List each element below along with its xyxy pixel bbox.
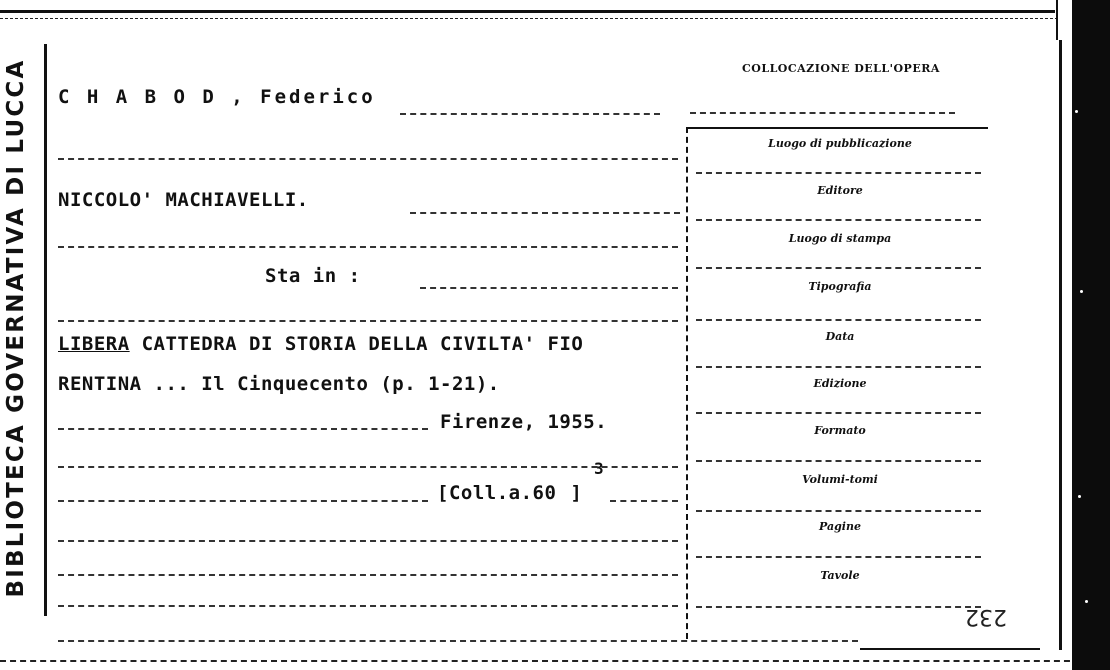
field-line [696, 366, 981, 368]
blank-line [410, 212, 680, 214]
bottom-border [0, 660, 1080, 662]
collocation-close: ] [570, 482, 583, 504]
field-label: Tipografia [808, 280, 872, 293]
field-label: Editore [817, 184, 863, 197]
scan-speck [1085, 600, 1088, 603]
field-label: Data [825, 330, 855, 343]
field-label: Luogo di stampa [788, 232, 892, 245]
top-border [0, 10, 1055, 13]
field-label: Luogo di pubblicazione [768, 137, 912, 150]
blank-line [58, 158, 678, 160]
collocation-heading: COLLOCAZIONE DELL'OPERA [742, 62, 940, 75]
author-line: C H A B O D , Federico [58, 86, 376, 108]
field-label: Tavole [820, 569, 860, 582]
blank-line [58, 428, 428, 430]
blank-line [58, 320, 678, 322]
blank-line [58, 500, 428, 502]
field-label: Volumi-tomi [802, 473, 878, 486]
field-line [696, 172, 981, 174]
contained-in-label: Sta in : [265, 265, 361, 287]
collocation-superscript: 3 [594, 459, 604, 478]
field-line [696, 319, 981, 321]
field-line [696, 412, 981, 414]
blank-line [58, 574, 678, 576]
series-line-2: RENTINA ... Il Cinquecento (p. 1-21). [58, 373, 500, 395]
top-right-corner [1056, 0, 1072, 40]
blank-line [400, 113, 660, 115]
blank-line [420, 287, 678, 289]
collocation-mark [437, 482, 582, 504]
field-line [696, 606, 981, 608]
scan-dark-edge [1072, 0, 1110, 670]
blank-line [58, 540, 678, 542]
heading-underline [690, 112, 955, 114]
library-label: BIBLIOTECA GOVERNATIVA DI LUCCA [3, 58, 29, 598]
field-line [696, 556, 981, 558]
field-line [696, 460, 981, 462]
collocation-code: [Coll.a.60 [437, 482, 557, 504]
top-dashed-border [0, 18, 1058, 19]
field-label: Pagine [819, 520, 861, 533]
field-label: Edizione [813, 377, 867, 390]
blank-line [610, 500, 678, 502]
blank-line [58, 640, 858, 642]
scan-speck [1080, 290, 1083, 293]
bottom-right-rule [860, 648, 1040, 650]
series-line-1-rest: CATTEDRA DI STORIA DELLA CIVILTA' FIO [129, 333, 584, 355]
field-line [696, 219, 981, 221]
panel-top-border [688, 127, 988, 129]
panel-left-border [686, 127, 688, 639]
field-line [696, 510, 981, 512]
left-margin-line [44, 44, 47, 616]
series-underlined-word: LIBERA [58, 333, 130, 355]
series-line-1 [58, 333, 583, 355]
field-line [696, 267, 981, 269]
blank-line [58, 466, 678, 468]
right-card-border [1059, 40, 1062, 650]
card-number: 232 [965, 604, 1007, 629]
title-line: NICCOLO' MACHIAVELLI. [58, 189, 309, 211]
scan-speck [1078, 495, 1081, 498]
field-label: Formato [814, 424, 866, 437]
scan-speck [1075, 110, 1078, 113]
place-year: Firenze, 1955. [440, 411, 608, 433]
blank-line [58, 605, 678, 607]
blank-line [58, 246, 678, 248]
